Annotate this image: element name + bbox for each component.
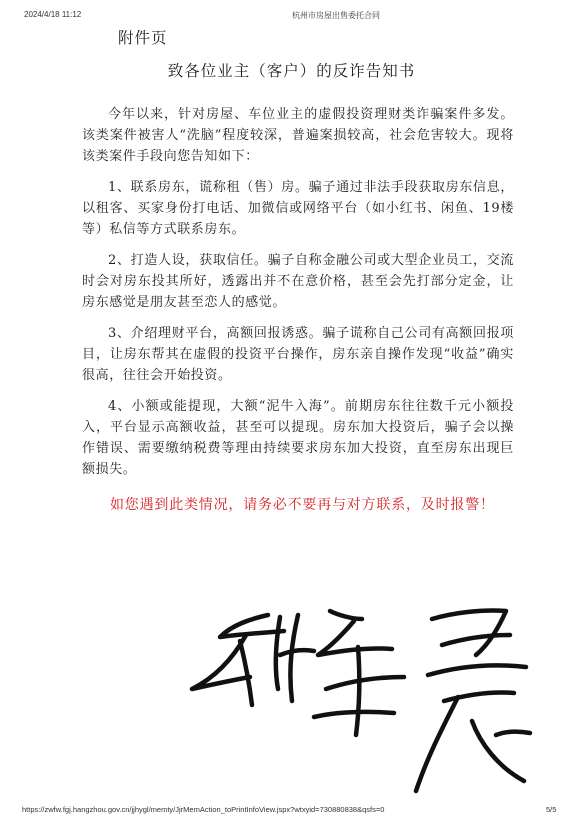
intro-paragraph: 今年以来，针对房屋、车位业主的虚假投资理财类诈骗案件多发。该类案件被害人“洗脑”程度较深，普遍案损较高，社会危害较大。现将该类案件手段向您告知如下： — [82, 107, 514, 164]
document-title: 致各位业主（客户）的反诈告知书 — [167, 62, 416, 80]
page-number: 5/5 — [546, 805, 557, 814]
print-footer-url: https://zwfw.fgj.hangzhou.gov.cn/jjhygl/memty/JjrMemAction_toPrintInfoView.jspx?wtxyid=730880838&qsfs=0 — [22, 805, 385, 814]
point-4-paragraph: 4、小额或能提现，大额“泥牛入海”。前期房东往往数千元小额投入，平台显示高额收益，甚至可以提现。房东加大投资后，骗子会以操作错误、需要缴纳税费等理由持续要求房东加大投资，直至房东出现巨额损失。 — [82, 399, 514, 477]
handwritten-signature — [180, 585, 560, 805]
point-2-paragraph: 2、打造人设，获取信任。骗子自称金融公司或大型企业员工，交流时会对房东投其所好，透露出并不在意价格，甚至会先打部分定金，让房东感觉是朋友甚至恋人的感觉。 — [82, 253, 514, 310]
print-header-title: 杭州市房屋出售委托合同 — [292, 11, 380, 20]
print-datetime: 2024/4/18 11:12 — [24, 10, 82, 19]
point-3-paragraph: 3、介绍理财平台，高额回报诱惑。骗子谎称自己公司有高额回报项目，让房东帮其在虚假的投资平台操作，房东亲自操作发现“收益”确实很高，往往会开始投资。 — [82, 326, 514, 383]
point-1-paragraph: 1、联系房东，谎称租（售）房。骗子通过非法手段获取房东信息，以租客、买家身份打电话、加微信或网络平台（如小红书、闲鱼、19楼等）私信等方式联系房东。 — [82, 180, 514, 237]
attachment-label: 附件页 — [118, 29, 168, 47]
warning-paragraph: 如您遇到此类情况，请务必不要再与对方联系，及时报警！ — [110, 497, 495, 513]
document-body — [82, 104, 514, 526]
